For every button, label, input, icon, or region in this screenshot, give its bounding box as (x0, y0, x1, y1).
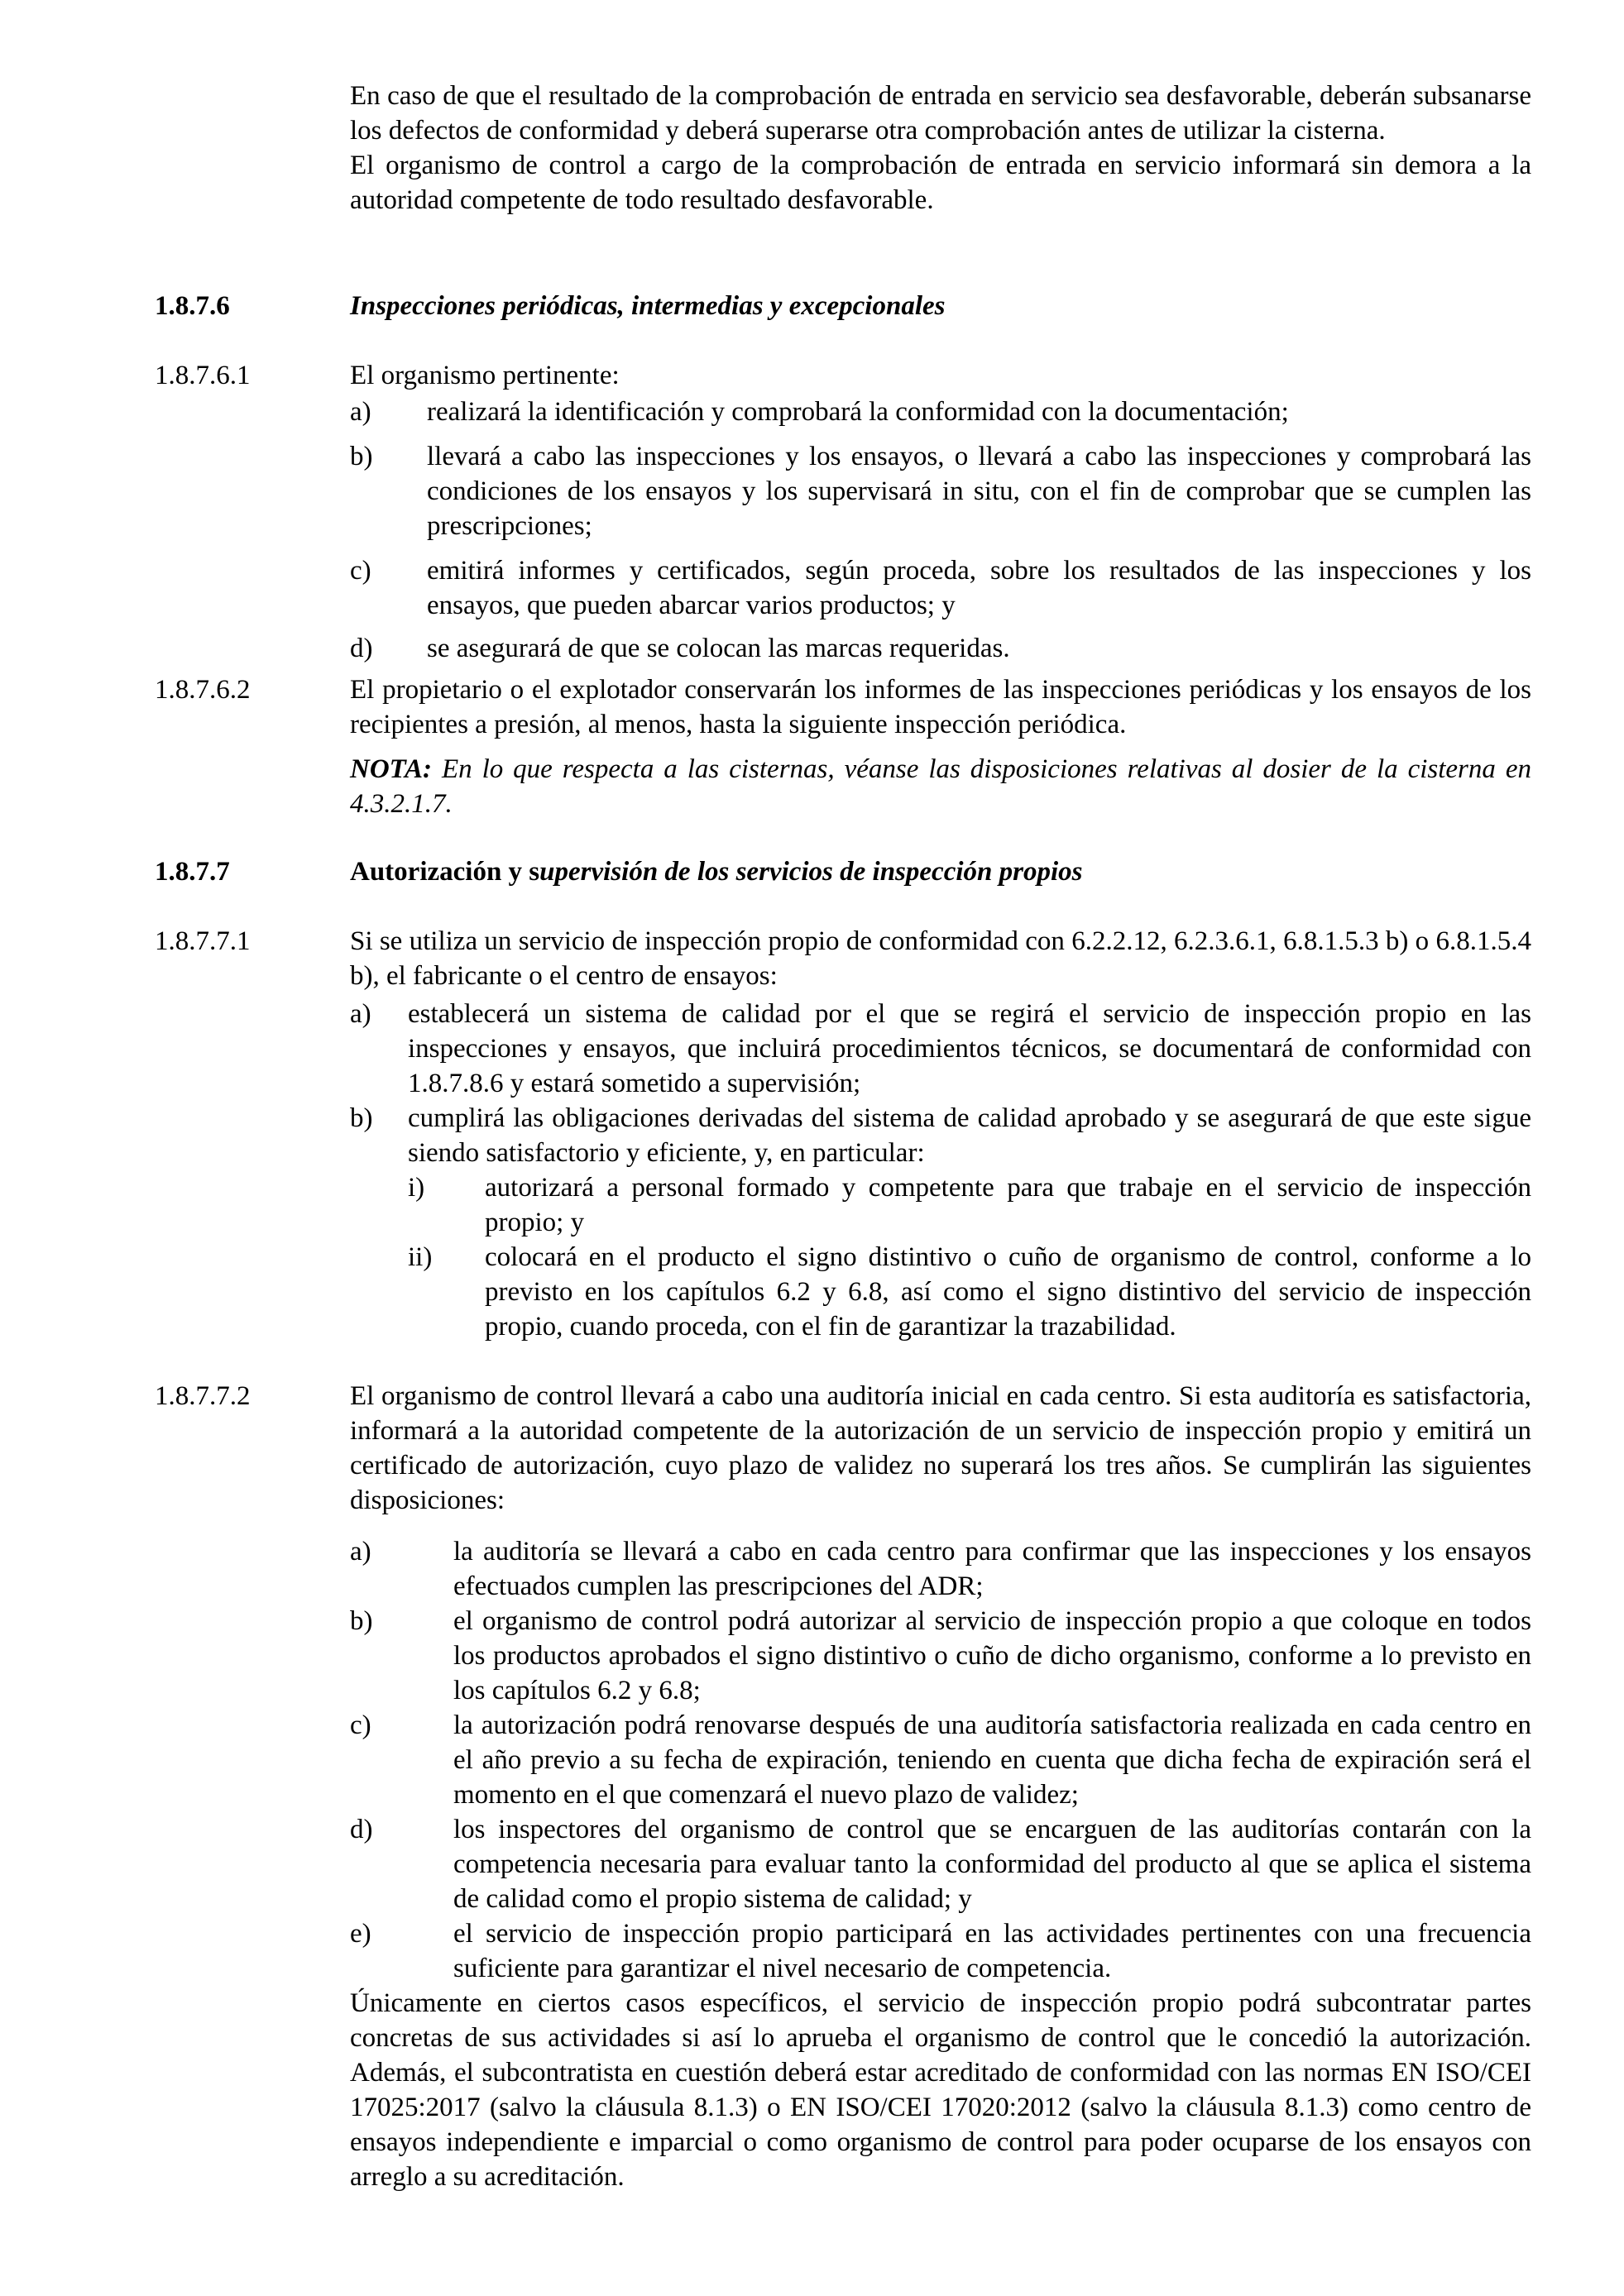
list-item (350, 997, 1531, 1101)
list-item-text: se asegurará de que se colocan las marcas requeridas. (427, 634, 1010, 663)
list-item-label: d) (350, 634, 373, 663)
section-title-1-8-7-6: Inspecciones periódicas, intermedias y excepcionales (350, 291, 946, 321)
list-item (350, 1708, 1531, 1812)
list-item-label: ii) (408, 1242, 433, 1272)
sub-list-item (408, 1240, 1531, 1344)
list-item (350, 395, 1531, 429)
list-item (350, 1604, 1531, 1708)
section-title-upright: Autorización y s (350, 857, 540, 887)
list-item-text: la autorización podrá renovarse después de una auditoría satisfactoria realizada en cada centro en el año previo a su fecha de expiración, teniendo en cuenta que dicha fecha de expiración será el momento en el que comenzará el nuevo plazo de validez; (453, 1710, 1531, 1810)
section-lead-1-8-7-7-2 (350, 1379, 1531, 1518)
list-item (350, 1812, 1531, 1916)
list-item (350, 631, 1531, 666)
section-lead-text: El organismo de control llevará a cabo una auditoría inicial en cada centro. Si esta auditoría es satisfactoria, informará a la autoridad competente de la autorización de un servicio de inspección propio y emitirá un certificado de autorización, cuyo plazo de validez no superará los tres años. Se cumplirán las siguientes disposiciones: (350, 1381, 1531, 1515)
section-title-italic: upervisión de los servicios de inspección propios (539, 857, 1083, 887)
list-item-text: autorizará a personal formado y competente para que trabaje en el servicio de inspección propio; y (485, 1173, 1531, 1237)
list-item (350, 1101, 1531, 1170)
list-item-text: llevará a cabo las inspecciones y los ensayos, o llevará a cabo las inspecciones y comprobará las condiciones de los ensayos y los supervisará in situ, con el fin de comprobar que se cumplen las prescripciones; (427, 442, 1531, 541)
list-item-text: colocará en el producto el signo distintivo o cuño de organismo de control, conforme a lo previsto en los capítulos 6.2 y 6.8, así como el signo distintivo del servicio de inspección propio, cuando proceda, con el fin de garantizar la trazabilidad. (485, 1242, 1531, 1342)
list-item-label: b) (350, 1103, 373, 1133)
section-number-1-8-7-6: 1.8.7.6 (155, 291, 230, 321)
list-item-label: d) (350, 1815, 373, 1844)
section-number-1-8-7-7-1: 1.8.7.7.1 (155, 926, 251, 956)
list-item-text: la auditoría se llevará a cabo en cada centro para confirmar que las inspecciones y los ensayos efectuados cumplen las prescripciones del ADR; (453, 1537, 1531, 1601)
list-item-label: c) (350, 1710, 371, 1740)
note-label: NOTA: (350, 754, 432, 784)
list-item-text: el servicio de inspección propio participará en las actividades pertinentes con una frecuencia suficiente para garantizar el nivel necesario de competencia. (453, 1919, 1531, 1983)
closing-text: Únicamente en ciertos casos específicos, el servicio de inspección propio podrá subcontratar partes concretas de sus actividades si así lo aprueba el organismo de control que le concedió la autorización. Además, el subcontratista en cuestión deberá estar acreditado de conformidad con las normas EN ISO/CEI 17025:2017 (salvo la cláusula 8.1.3) o EN ISO/CEI 17020:2012 (salvo la cláusula 8.1.3) como centro de ensayos independiente e imparcial o como organismo de control para poder ocuparse de los ensayos con arreglo a su acreditación. (350, 1988, 1531, 2192)
list-item-label: b) (350, 1606, 373, 1636)
list-item-label: c) (350, 556, 371, 586)
list-item (350, 439, 1531, 543)
list-item-label: b) (350, 442, 373, 471)
list-item (350, 1534, 1531, 1604)
list-item (350, 553, 1531, 623)
intro-paragraph-1: En caso de que el resultado de la comprobación de entrada en servicio sea desfavorable, deberán subsanarse los defectos de conformidad y deberá superarse otra comprobación antes de utilizar la cisterna. (350, 81, 1531, 146)
section-lead-1-8-7-6-1: El organismo pertinente: (350, 361, 620, 390)
section-body-1-8-7-6-2 (350, 672, 1531, 821)
note-text: En lo que respecta a las cisternas, véanse las disposiciones relativas al dosier de la cisterna en 4.3.2.1.7. (350, 754, 1531, 819)
section-lead-1-8-7-7-1 (350, 924, 1531, 993)
section-text-1-8-7-6-2: El propietario o el explotador conservarán los informes de las inspecciones periódicas y los ensayos de los recipientes a presión, al menos, hasta la siguiente inspección periódica. (350, 675, 1531, 739)
section-title-1-8-7-7 (350, 854, 1082, 889)
list-item (350, 1916, 1531, 1986)
section-number-1-8-7-6-1: 1.8.7.6.1 (155, 361, 251, 390)
closing-paragraph (350, 1986, 1531, 2194)
list-item-label: a) (350, 999, 371, 1029)
list-item-text: emitirá informes y certificados, según proceda, sobre los resultados de las inspecciones y los ensayos, que pueden abarcar varios productos; y (427, 556, 1531, 620)
list-item-label: i) (408, 1173, 425, 1203)
section-lead-text: Si se utiliza un servicio de inspección propio de conformidad con 6.2.2.12, 6.2.3.6.1, 6.8.1.5.3 b) o 6.8.1.5.4 b), el fabricante o el centro de ensayos: (350, 926, 1531, 991)
list-item-text: el organismo de control podrá autorizar al servicio de inspección propio a que coloque en todos los productos aprobados el signo distintivo o cuño de dicho organismo, conforme a lo previsto en los capítulos 6.2 y 6.8; (453, 1606, 1531, 1705)
intro-paragraph-2: El organismo de control a cargo de la comprobación de entrada en servicio informará sin demora a la autoridad competente de todo resultado desfavorable. (350, 151, 1531, 215)
section-number-1-8-7-6-2: 1.8.7.6.2 (155, 675, 251, 705)
list-item-label: a) (350, 397, 371, 427)
list-item-text: realizará la identificación y comprobará la conformidad con la documentación; (427, 397, 1289, 427)
list-item-text: los inspectores del organismo de control que se encarguen de las auditorías contarán con la competencia necesaria para evaluar tanto la conformidad del producto al que se aplica el sistema de calidad como el propio sistema de calidad; y (453, 1815, 1531, 1914)
list-item-text: establecerá un sistema de calidad por el que se regirá el servicio de inspección propio en las inspecciones y ensayos, que incluirá procedimientos técnicos, se documentará de conformidad con 1.8.7.8.6 y estará sometido a supervisión; (408, 999, 1531, 1098)
intro-block (350, 79, 1531, 218)
note (350, 752, 1531, 821)
sub-list-item (408, 1170, 1531, 1240)
list-item-text: cumplirá las obligaciones derivadas del sistema de calidad aprobado y se asegurará de que este sigue siendo satisfactorio y eficiente, y, en particular: (408, 1103, 1531, 1168)
section-number-1-8-7-7: 1.8.7.7 (155, 857, 230, 887)
list-item-label: a) (350, 1537, 371, 1567)
list-item-label: e) (350, 1919, 371, 1949)
section-number-1-8-7-7-2: 1.8.7.7.2 (155, 1381, 251, 1411)
